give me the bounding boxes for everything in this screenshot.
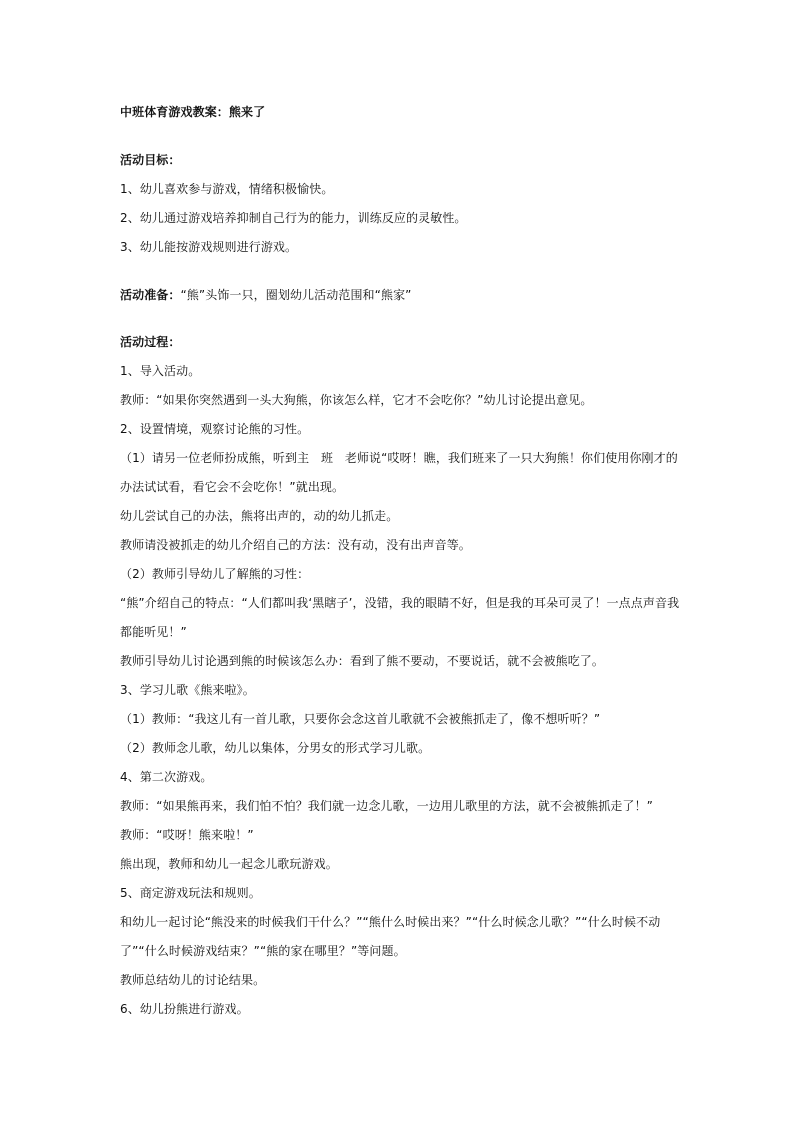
process-line: 教师请没被抓走的幼儿介绍自己的方法：没有动，没有出声音等。 [120, 538, 471, 552]
process-line: 和幼儿一起讨论“熊没来的时候我们干什么？”“熊什么时候出来？”“什么时候念儿歌？”“什么时候不动 [120, 915, 661, 929]
goal-heading: 活动目标： [120, 153, 181, 167]
process-line: 熊出现，教师和幼儿一起念儿歌玩游戏。 [120, 857, 338, 871]
process-line: （1）请另一位老师扮成熊，听到主 班 老师说“哎呀！瞧，我们班来了一只大狗熊！你们使用你刚才的 [120, 451, 678, 465]
process-line: 教师：“如果你突然遇到一头大狗熊，你该怎么样，它才不会吃你？”幼儿讨论提出意见。 [120, 393, 593, 407]
document-title: 中班体育游戏教案：熊来了 [120, 105, 266, 119]
process-line: 6、幼儿扮熊进行游戏。 [120, 1002, 249, 1016]
process-line: 办法试试看，看它会不会吃你！”就出现。 [120, 480, 345, 494]
preparation-text: “熊”头饰一只，圈划幼儿活动范围和“熊家” [180, 288, 412, 302]
process-line: 2、设置情境，观察讨论熊的习性。 [120, 422, 310, 436]
process-line: 5、商定游戏玩法和规则。 [120, 886, 261, 900]
process-line: 4、第二次游戏。 [120, 770, 213, 784]
process-line: “熊”介绍自己的特点：“人们都叫我‘黑瞎子’，没错，我的眼睛不好，但是我的耳朵可灵了！一点点声音我 [120, 596, 680, 610]
process-line: 1、导入活动。 [120, 364, 201, 378]
goal-item: 2、幼儿通过游戏培养抑制自己行为的能力，训练反应的灵敏性。 [120, 211, 467, 225]
process-line: 教师引导幼儿讨论遇到熊的时候该怎么办：看到了熊不要动，不要说话，就不会被熊吃了。 [120, 654, 605, 668]
process-line: 了”“什么时候游戏结束？”“熊的家在哪里？”等问题。 [120, 944, 406, 958]
process-line: 教师：“哎呀！熊来啦！” [120, 828, 254, 842]
goal-item: 3、幼儿能按游戏规则进行游戏。 [120, 240, 298, 254]
process-line: 教师总结幼儿的讨论结果。 [120, 973, 266, 987]
process-line: 教师：“如果熊再来，我们怕不怕？我们就一边念儿歌，一边用儿歌里的方法，就不会被熊抓走了！” [120, 799, 653, 813]
process-line: 3、学习儿歌《熊来啦》。 [120, 683, 255, 697]
preparation-line [120, 287, 680, 303]
process-heading: 活动过程： [120, 335, 181, 349]
process-line: （2）教师念儿歌，幼儿以集体，分男女的形式学习儿歌。 [120, 741, 431, 755]
preparation-label: 活动准备： [120, 288, 181, 302]
process-line: 都能听见！” [120, 625, 187, 639]
goal-item: 1、幼儿喜欢参与游戏，情绪积极愉快。 [120, 182, 334, 196]
process-line: （2）教师引导幼儿了解熊的习性： [120, 567, 310, 581]
process-line: 幼儿尝试自己的办法，熊将出声的，动的幼儿抓走。 [120, 509, 399, 523]
process-line: （1）教师：“我这儿有一首儿歌，只要你会念这首儿歌就不会被熊抓走了，像不想听听？” [120, 712, 601, 726]
